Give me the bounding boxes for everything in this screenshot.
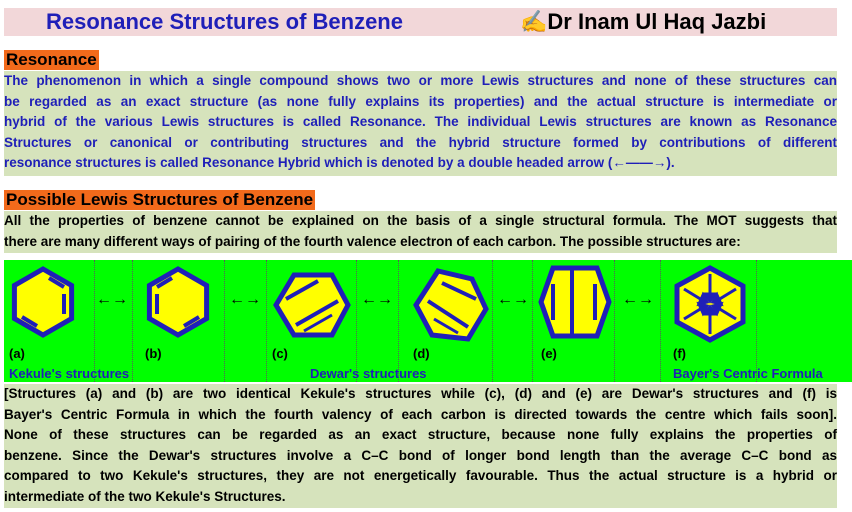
structure-d-dewar: [416, 271, 486, 339]
label-f: (f): [673, 346, 686, 361]
author-name: ✍Dr Inam Ul Haq Jazbi: [520, 9, 767, 34]
resonance-arrow: ←→: [622, 291, 654, 308]
possible-structures-heading: Possible Lewis Structures of Benzene: [6, 190, 314, 209]
resonance-line: The phenomenon in which a single compound shows two or more Lewis structures and none of these structures can: [4, 73, 837, 88]
resonance-arrow: ←→: [96, 291, 128, 308]
group-label-kekule: Kekule's structures: [9, 366, 130, 381]
resonance-arrow: ←→: [497, 291, 529, 308]
page-title: Resonance Structures of Benzene: [46, 9, 403, 34]
resonance-arrow: ←→: [361, 291, 393, 308]
resonance-line: hybrid of the various Lewis structures is called Resonance. The individual Lewis structures are known as Resonance: [4, 114, 837, 129]
possible-line: All the properties of benzene cannot be explained on the basis of a single structural formula. The MOT suggests that: [4, 213, 837, 228]
group-label-dewar: Dewar's structures: [310, 366, 427, 381]
resonance-arrow: ←→: [229, 291, 261, 308]
group-label-bayer: Bayer's Centric Formula: [673, 366, 823, 381]
label-a: (a): [9, 346, 25, 361]
resonance-line: resonance structures is called Resonance Hybrid which is denoted by a double headed arrow (←——→).: [4, 155, 675, 170]
structure-a-kekule: [14, 269, 71, 335]
explanation-line: [Structures (a) and (b) are two identical Kekule's structures while (c), (d) and (e) are Dewar's structures and (f) is: [4, 386, 837, 401]
label-b: (b): [145, 346, 162, 361]
structure-e-dewar: [541, 268, 609, 336]
resonance-paragraph: [4, 71, 837, 176]
structure-c-dewar: [276, 275, 348, 335]
explanation-paragraph: [4, 384, 837, 508]
label-e: (e): [541, 346, 557, 361]
resonance-line: Structures or canonical or contributing structures and the hybrid structure formed by contributions of different: [4, 134, 837, 150]
structure-f-bayer-centric: [677, 268, 743, 340]
possible-line: there are many different ways of pairing of the fourth valence electron of each carbon. The possible structures are:: [4, 233, 741, 249]
explanation-line: compared to two Kekule's structures, they are not energetically favourable. Thus the actual structure is a hybrid or: [4, 468, 837, 483]
explanation-line: intermediate of the two Kekule's Structures.: [4, 488, 286, 504]
explanation-line: Bayer's Centric Formula in which the fourth valency of each carbon is directed towards the centre which fails soon].: [4, 406, 837, 422]
resonance-line: be regarded as an exact structure (as none fully explains its properties) and the actual structure is intermediate or: [4, 93, 837, 109]
label-d: (d): [413, 346, 430, 361]
resonance-heading: Resonance: [6, 50, 97, 69]
possible-structures-paragraph: [4, 211, 837, 253]
explanation-line: benzene. Since the Dewar's structures involve a C–C bond of longer bond length than the average C–C bond as: [4, 447, 837, 463]
label-c: (c): [272, 346, 288, 361]
explanation-line: None of these structures can be regarded as an exact structure, because none fully explains the properties of: [4, 427, 837, 442]
structure-b-kekule: [149, 269, 206, 335]
